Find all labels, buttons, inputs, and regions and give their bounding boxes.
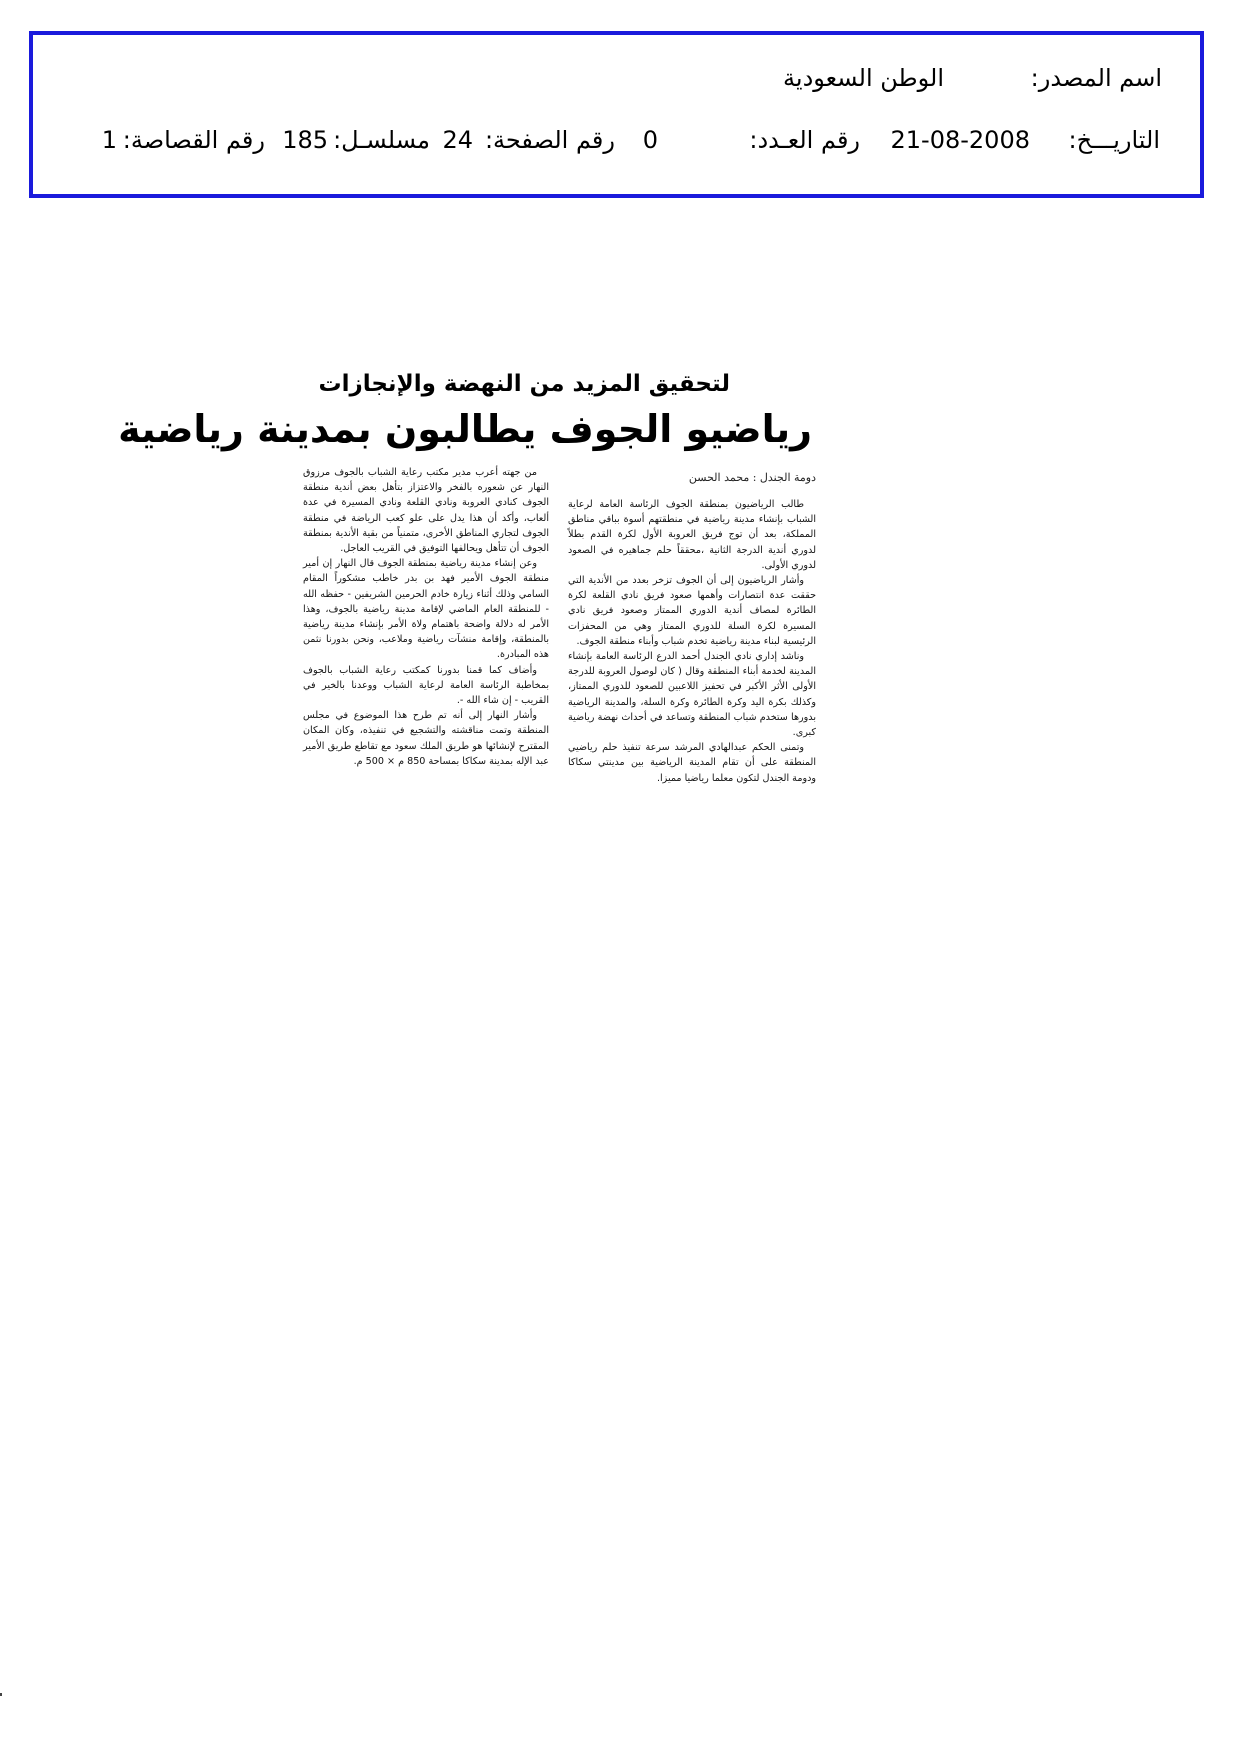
serial-value: 185 [282, 126, 328, 154]
article-headline: رياضيو الجوف يطالبون بمدينة رياضية [118, 407, 812, 451]
page-label: رقم الصفحة: [484, 126, 615, 154]
page-value: 24 [442, 126, 473, 154]
source-label: اسم المصدر: [1030, 64, 1162, 92]
clipping-value: 1 [101, 126, 117, 154]
date-label: التاريـــخ: [1068, 126, 1160, 154]
paragraph: وعن إنشاء مدينة رياضية بمنطقة الجوف قال النهار إن أمير منطقة الجوف الأمير فهد بن بدر خاطب مشكوراً المقام السامي وذلك أثناء زيارة خادم الحرمين الشريفين - حفظه الله - للمنطقة العام الماضي لإقامة مدينة رياضية بالجوف، وهذا الأمر له دلالة واضحة باهتمام ولاة الأمر بإنشاء مدينة رياضية بالمنطقة، وإقامة منشآت رياضية وملاعب، ونحن بدورنا نثمن هذه المبادرة. [303, 558, 549, 661]
serial-label: مسلسـل: [333, 126, 430, 154]
paragraph: وأشار الرياضيون إلى أن الجوف تزخر بعدد من الأندية التي حققت عدة انتصارات وأهمها صعود فريق نادي القلعة لكرة الطائرة لمصاف أندية الدوري الممتاز وصعود فريق نادي المسيرة لكرة السلة للدوري الممتاز وهي من المحفزات الرئيسية لبناء مدينة رياضية تخدم شباب وأبناء منطقة الجوف. [568, 575, 816, 647]
article-column-right [568, 497, 816, 786]
date-value: 21-08-2008 [890, 126, 1030, 154]
newspaper-clipping [118, 365, 820, 860]
issue-label: رقم العـدد: [749, 126, 860, 154]
paragraph: وتمنى الحكم عبدالهادي المرشد سرعة تنفيذ حلم رياضيي المنطقة على أن تقام المدينة الرياضية بين مدينتي سكاكا ودومة الجندل لتكون معلما رياضيا مميزا. [568, 742, 816, 784]
issue-value: 0 [642, 126, 658, 154]
article-byline: دومة الجندل : محمد الحسن [688, 471, 816, 484]
paragraph: وناشد إداري نادي الجندل أحمد الدرع الرئاسة العامة بإنشاء المدينة لخدمة أبناء المنطقة وقال ( كان لوصول العروبة للدرجة الأولى الأثر الأكبر في تحفيز اللاعبين للصعود للدوري الممتاز، وكذلك بكرة اليد وكرة الطائرة وكرة السلة، والمدينة الرياضية بدورها ستخدم شباب المنطقة وتساعد في أحداث نهضة رياضية كبرى. [568, 651, 816, 739]
article-subheadline: لتحقيق المزيد من النهضة والإنجازات [318, 371, 730, 397]
paragraph: وأشار النهار إلى أنه تم طرح هذا الموضوع في مجلس المنطقة وتمت مناقشته والتشجيع في تنفيذه، وكان المكان المقترح لإنشائها هو طريق الملك سعود مع تقاطع طريق الأمير عبد الإله بمدينة سكاكا بمساحة 850 م × 500 م. [303, 710, 549, 767]
paragraph: وأضاف كما قمنا بدورنا كمكتب رعاية الشباب بالجوف بمخاطبة الرئاسة العامة لرعاية الشباب ووعدنا بالخير في القريب - إن شاء الله -. [303, 664, 549, 707]
article-column-left [303, 465, 549, 769]
clipping-label: رقم القصاصة: [122, 126, 265, 154]
scan-artifact [0, 1693, 2, 1696]
source-info-box [29, 31, 1204, 198]
paragraph: طالب الرياضيون بمنطقة الجوف الرئاسة العامة لرعاية الشباب بإنشاء مدينة رياضية في منطقتهم أسوة بباقي مناطق المملكة، بعد أن توج فريق العروبة الأول لكرة القدم بطلاً لدوري أندية الدرجة الثانية ،محققاً حلم جماهيره في الصعود لدوري الأولى. [568, 499, 816, 571]
paragraph: من جهته أعرب مدير مكتب رعاية الشباب بالجوف مرزوق النهار عن شعوره بالفخر والاعتزاز بتأهل بعض أندية منطقة الجوف كنادي العروبة ونادي القلعة ونادي المسيرة في عدة ألعاب، وأكد أن هذا يدل على علو كعب الرياضة في منطقة الجوف لتجاري المناطق الأخرى، متمنياً من بقية الأندية بمنطقة الجوف أن تتأهل ويحالفها التوفيق في القريب العاجل. [303, 467, 549, 555]
source-value: الوطن السعودية [783, 64, 944, 92]
